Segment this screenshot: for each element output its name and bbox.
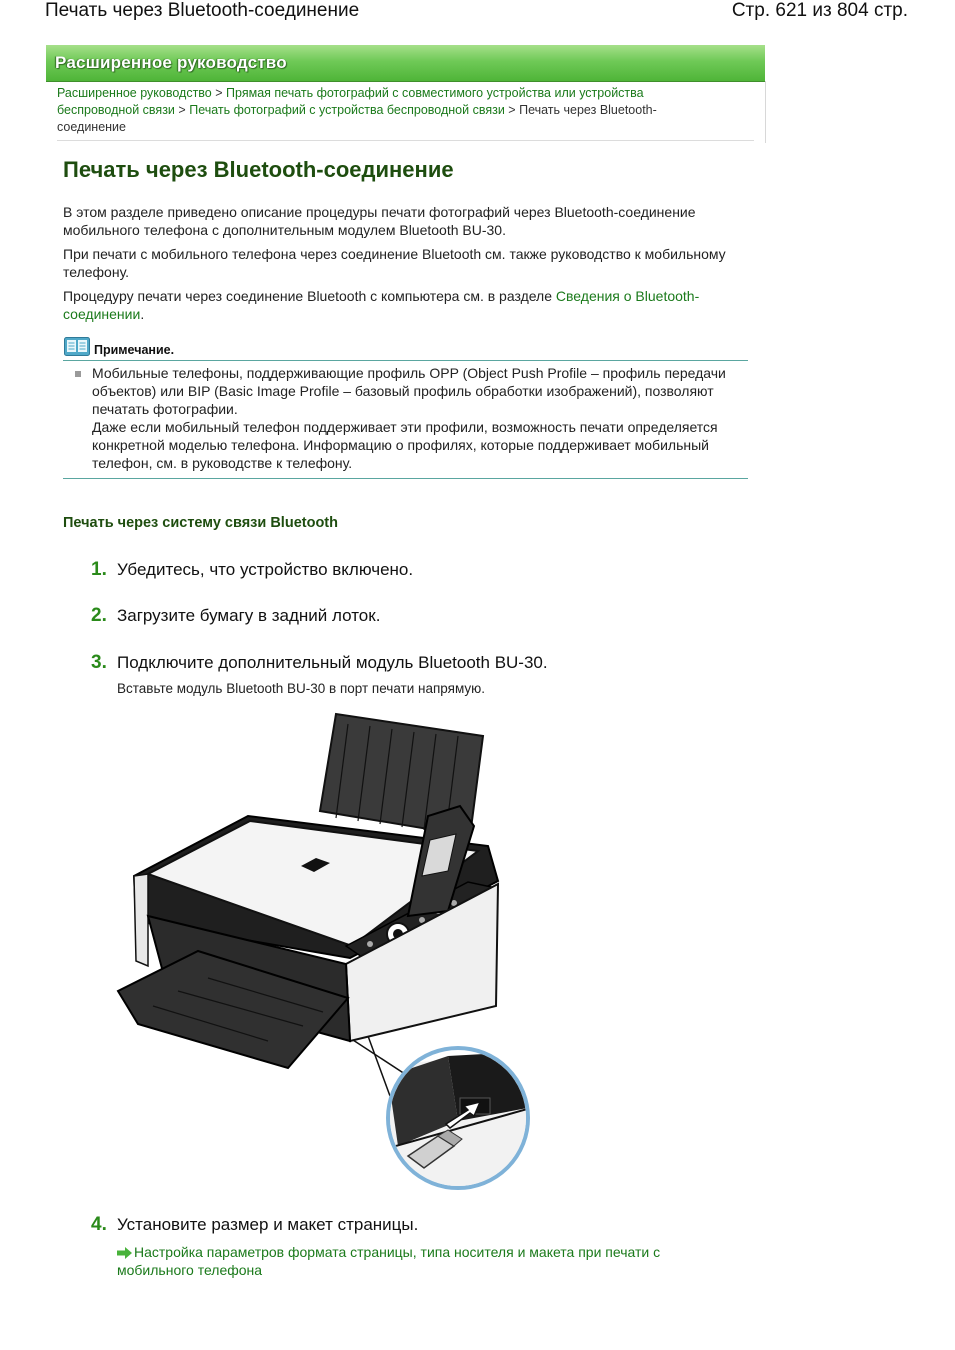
step-4-link-block [117,1243,717,1279]
breadcrumb-link-advanced-guide[interactable]: Расширенное руководство [57,86,212,100]
intro-paragraph-3 [63,287,743,323]
step-number: 1. [91,559,107,580]
intro-paragraph-1: В этом разделе приведено описание процедуры печати фотографий через Bluetooth-соединение мобильного телефона с дополнительным модулем Bluetooth BU-30. [63,204,696,238]
note-label: Примечание. [94,343,175,357]
page-setup-link[interactable]: Настройка параметров формата страницы, типа носителя и макета при печати с мобильного телефона [117,1244,661,1278]
breadcrumb-link-direct-print[interactable]: Прямая печать фотографий с совместимого устройства или устройства беспроводной связи [57,86,644,117]
book-icon [64,337,90,356]
step-text: Подключите дополнительный модуль Bluetooth BU-30. [117,653,548,672]
bullet-icon [75,371,81,377]
step-3-subtext: Вставьте модуль Bluetooth BU-30 в порт печати напрямую. [117,681,486,696]
section-title: Печать через систему связи Bluetooth [63,515,338,531]
breadcrumb [57,85,717,136]
note-text [92,364,742,472]
note-line-2: Даже если мобильный телефон поддерживает эти профили, возможность печати определяется конкретной моделью телефона. Информацию о профилях, которые поддерживает мобильный телефон, см. в руководстве к телефону. [92,419,718,471]
breadcrumb-separator: > [508,103,516,117]
step-text: Загрузите бумагу в задний лоток. [117,606,381,625]
intro-paragraph-3-text: Процедуру печати через соединение Bluetooth с компьютера см. в разделе [63,288,553,304]
manual-banner [46,45,765,82]
intro-paragraph-2: При печати с мобильного телефона через соединение Bluetooth см. также руководство к мобильному телефону. [63,246,726,280]
intro-paragraph-3-end: . [140,306,145,322]
page-counter: Стр. 621 из 804 стр. [731,0,908,21]
step-number: 4. [91,1214,107,1235]
note-line-1: Мобильные телефоны, поддерживающие профиль OPP (Object Push Profile – профиль передачи объектов) или BIP (Basic Image Profile – базовый профиль обработки изображений), позволяют печатать фотографии. [92,365,726,417]
bluetooth-info-link[interactable]: Сведения о Bluetooth-соединении [63,288,700,322]
breadcrumb-separator: > [215,86,223,100]
breadcrumb-current: Печать через Bluetooth-соединение [57,103,657,134]
printer-bluetooth-illustration [108,706,538,1196]
note-header [63,336,748,361]
page-title: Печать через Bluetooth-соединение [63,157,454,182]
step-text: Убедитесь, что устройство включено. [117,560,414,579]
breadcrumb-link-wireless-print[interactable]: Печать фотографий с устройства беспроводной связи [189,103,505,117]
banner-title: Расширенное руководство [55,53,287,72]
page-header [0,0,955,28]
note-body [63,364,748,479]
arrow-right-icon [117,1247,132,1259]
breadcrumb-divider [57,140,754,141]
step-number: 2. [91,605,107,626]
step-number: 3. [91,652,107,673]
page-header-title: Печать через Bluetooth-соединение [45,0,360,21]
step-text: Установите размер и макет страницы. [117,1215,419,1234]
breadcrumb-separator: > [178,103,186,117]
